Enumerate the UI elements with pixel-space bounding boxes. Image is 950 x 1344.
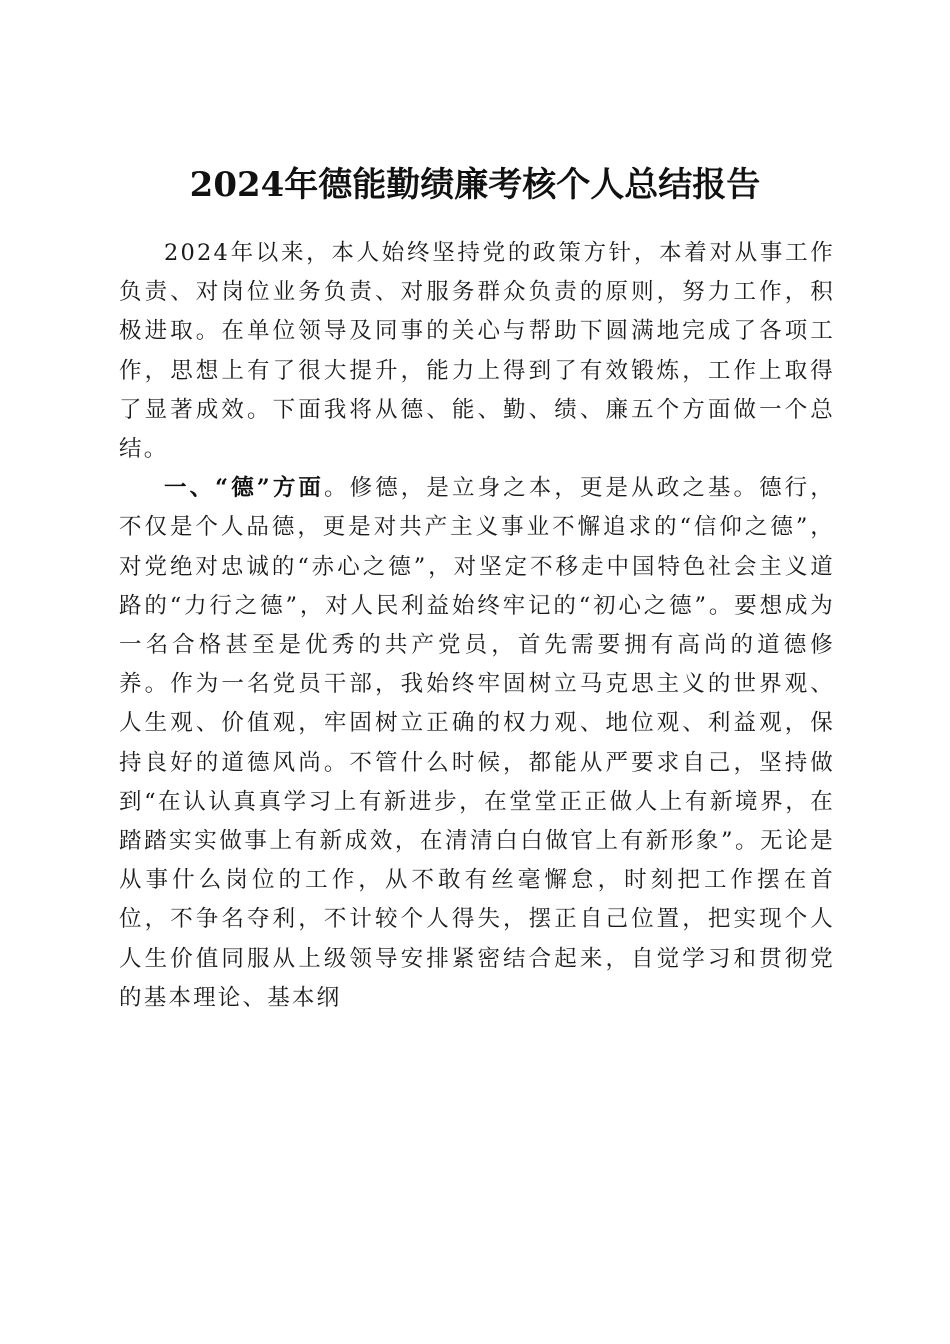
document-body [119, 234, 835, 1018]
section-de-text: 。修德，是立身之本，更是从政之基。德行，不仅是个人品德，更是对共产主义事业不懈追求的“信仰之德”，对党绝对忠诚的“赤心之德”，对坚定不移走中国特色社会主义道路的“力行之德”，对人民利益始终牢记的“初心之德”。要想成为一名合格甚至是优秀的共产党员，首先需要拥有高尚的道德修养。作为一名党员干部，我始终牢固树立马克思主义的世界观、人生观、价值观，牢固树立正确的权力观、地位观、利益观，保持良好的道德风尚。不管什么时候，都能从严要求自己，坚持做到“在认认真真学习上有新进步，在堂堂正正做人上有新境界，在踏踏实实做事上有新成效，在清清白白做官上有新形象”。无论是从事什么岗位的工作，从不敢有丝毫懈怠，时刻把工作摆在首位，不争名夺利，不计较个人得失，摆正自己位置，把实现个人人生价值同服从上级领导安排紧密结合起来，自觉学习和贯彻党的基本理论、基本纲 [119, 475, 835, 1011]
section-de-heading: 一、“德”方面 [164, 475, 325, 502]
intro-paragraph-text: 2024年以来，本人始终坚持党的政策方针，本着对从事工作负责、对岗位业务负责、对服务群众负责的原则，努力工作，积极进取。在单位领导及同事的关心与帮助下圆满地完成了各项工作，思想上有了很大提升，能力上得到了有效锻炼，工作上取得了显著成效。下面我将从德、能、勤、绩、廉五个方面做一个总结。 [119, 240, 835, 463]
section-de-paragraph [119, 469, 835, 1018]
document-title: 2024年德能勤绩廉考核个人总结报告 [189, 164, 761, 205]
intro-paragraph [119, 234, 835, 469]
